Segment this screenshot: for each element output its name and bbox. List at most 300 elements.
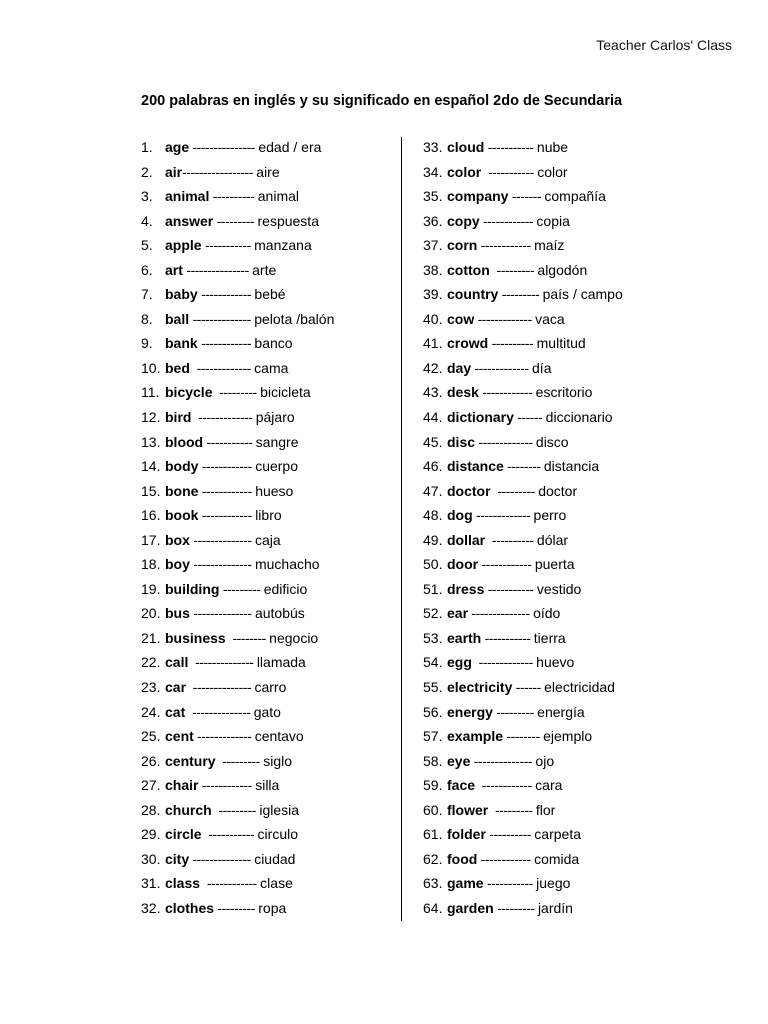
english-word: cow [447, 310, 475, 327]
dash-leader: ------------- [191, 409, 256, 426]
vocab-entry [423, 724, 623, 749]
vocab-entry [423, 405, 623, 430]
entry-number: 16. [141, 507, 161, 524]
entry-number: 35. [423, 188, 443, 205]
vocab-entry [141, 135, 334, 160]
entry-number: 32. [141, 899, 161, 916]
spanish-meaning: carpeta [534, 826, 581, 843]
entry-number: 14. [141, 458, 161, 475]
spanish-meaning: disco [535, 433, 569, 450]
spanish-meaning: caja [254, 531, 281, 548]
dash-leader: ---------- [488, 335, 537, 352]
dash-leader: -------------- [189, 556, 255, 573]
vocab-entry [423, 184, 623, 209]
entry-number: 40. [423, 310, 443, 327]
vocab-entry [423, 430, 623, 455]
entry-number: 10. [141, 359, 161, 376]
vocab-entry [141, 896, 334, 921]
english-word: animal [165, 188, 210, 205]
spanish-meaning: ojo [535, 752, 555, 769]
entry-number: 4. [141, 212, 153, 229]
entry-number: 22. [141, 654, 161, 671]
entry-number: 59. [423, 777, 443, 794]
english-word: color [447, 163, 482, 180]
vocab-entry [423, 798, 623, 823]
vocab-entry [423, 258, 623, 283]
entry-number: 7. [141, 286, 153, 303]
spanish-meaning: dólar [536, 531, 569, 548]
entry-number: 30. [141, 850, 161, 867]
vocab-entry [141, 822, 334, 847]
spanish-meaning: compañía [544, 188, 606, 205]
entry-number: 62. [423, 850, 443, 867]
entry-number: 2. [141, 163, 153, 180]
english-word: door [447, 556, 479, 573]
spanish-meaning: edad / era [258, 139, 322, 155]
english-word: apple [165, 237, 202, 254]
entry-number: 8. [141, 310, 153, 327]
spanish-meaning: escritorio [535, 384, 593, 401]
vocab-entry [141, 675, 334, 700]
spanish-meaning: electricidad [544, 679, 615, 696]
vocab-entry [141, 871, 334, 896]
entry-number: 29. [141, 826, 161, 843]
dash-leader: ------------ [475, 777, 536, 794]
entry-number: 1. [141, 139, 153, 155]
dash-leader: -------- [225, 629, 270, 646]
spanish-meaning: día [532, 359, 552, 376]
spanish-meaning: muchacho [254, 556, 320, 573]
spanish-meaning: cuerpo [255, 458, 298, 475]
dash-leader: ----------- [484, 139, 537, 155]
entry-number: 44. [423, 409, 443, 426]
english-word: car [165, 679, 187, 696]
vocab-entry [423, 749, 623, 774]
dash-leader: -------------- [189, 850, 255, 867]
english-word: earth [447, 629, 482, 646]
dash-leader: ------------ [478, 384, 536, 401]
dash-leader: -------------- [189, 531, 255, 548]
spanish-meaning: tierra [533, 629, 566, 646]
spanish-meaning: jardín [537, 899, 573, 916]
english-word: corn [447, 237, 478, 254]
english-word: cat [165, 703, 186, 720]
english-word: bicycle [165, 384, 213, 401]
spanish-meaning: ropa [258, 899, 287, 916]
spanish-meaning: puerta [534, 556, 575, 573]
entry-number: 38. [423, 261, 443, 278]
vocab-entry [423, 650, 623, 675]
dash-leader: --------- [211, 801, 260, 818]
dash-leader: --------- [212, 384, 261, 401]
spanish-meaning: manzana [254, 237, 312, 254]
vocab-entry [141, 209, 334, 234]
spanish-meaning: animal [257, 188, 300, 205]
dash-leader: ----------- [201, 826, 258, 843]
vocab-entry [423, 307, 623, 332]
english-word: air [165, 163, 183, 180]
spanish-meaning: energía [537, 703, 585, 720]
vocab-entry [141, 626, 334, 651]
entry-number: 51. [423, 580, 443, 597]
english-word: church [165, 801, 212, 818]
dash-leader: --------- [215, 752, 264, 769]
entry-number: 17. [141, 531, 161, 548]
document-title: 200 palabras en inglés y su significado en español 2do de Secundaria [141, 93, 623, 109]
spanish-meaning: copia [536, 212, 570, 229]
spanish-meaning: bicicleta [260, 384, 311, 401]
vocab-entry [141, 160, 334, 185]
english-word: game [447, 875, 484, 892]
dash-leader: -------------- [468, 605, 534, 622]
vocab-entry [141, 552, 334, 577]
vocab-entry [141, 601, 334, 626]
vocab-entry [141, 479, 334, 504]
dash-leader: ------ [512, 679, 545, 696]
vocab-entry [141, 798, 334, 823]
spanish-meaning: pájaro [255, 409, 295, 426]
dash-leader: --------- [488, 801, 536, 818]
spanish-meaning: edificio [263, 580, 308, 597]
dash-leader: ------- [508, 188, 545, 205]
entry-number: 46. [423, 458, 443, 475]
entry-number: 58. [423, 752, 443, 769]
dash-leader: --------- [490, 482, 539, 499]
dash-leader: -------- [503, 728, 544, 745]
spanish-meaning: cara [535, 777, 563, 794]
english-word: desk [447, 384, 479, 401]
dash-leader: ------------ [478, 556, 535, 573]
dash-leader: --------- [214, 899, 259, 916]
dash-leader: ------------ [197, 286, 255, 303]
english-word: electricity [447, 679, 513, 696]
vocab-entry [141, 847, 334, 872]
spanish-meaning: gato [253, 703, 281, 720]
vocab-entry [423, 577, 623, 602]
vocab-entry [141, 528, 334, 553]
spanish-meaning: arte [252, 261, 277, 278]
dash-leader: --------- [219, 580, 264, 597]
dash-leader: --------- [492, 703, 538, 720]
dash-leader: -------------- [186, 679, 255, 696]
english-word: bird [165, 409, 192, 426]
dash-leader: ------------ [477, 237, 535, 254]
dash-leader: ------------- [189, 359, 255, 376]
spanish-meaning: silla [255, 777, 280, 794]
dash-leader: ----------- [481, 163, 538, 180]
entry-number: 18. [141, 556, 161, 573]
entry-number: 56. [423, 703, 443, 720]
vocab-entry [423, 209, 623, 234]
entry-number: 15. [141, 482, 161, 499]
vocab-entry [141, 405, 334, 430]
vocab-entry [423, 552, 623, 577]
dash-leader: --------------- [182, 261, 253, 278]
vocab-entry [141, 233, 334, 258]
english-word: baby [165, 286, 198, 303]
dash-leader: ----------------- [182, 163, 257, 180]
spanish-meaning: ejemplo [543, 728, 593, 745]
dash-leader: -------------- [470, 752, 536, 769]
vocab-entry [141, 258, 334, 283]
vocab-entry [423, 503, 623, 528]
vocab-entry [141, 749, 334, 774]
entry-number: 63. [423, 875, 443, 892]
dash-leader: ------------ [477, 850, 535, 867]
entry-number: 13. [141, 433, 161, 450]
english-word: eye [447, 752, 471, 769]
spanish-meaning: multitud [536, 335, 586, 352]
dash-leader: ------------ [198, 777, 256, 794]
vocab-entry [423, 282, 623, 307]
english-word: doctor [447, 482, 491, 499]
vocab-entry [141, 307, 334, 332]
spanish-meaning: vestido [536, 580, 582, 597]
english-word: energy [447, 703, 493, 720]
dash-leader: ------------- [472, 507, 534, 524]
vocab-entry [423, 135, 623, 160]
dash-leader: --------------- [189, 139, 259, 155]
entry-number: 12. [141, 409, 161, 426]
dash-leader: ----------- [484, 580, 537, 597]
entry-number: 6. [141, 261, 153, 278]
vocab-column-right [423, 135, 623, 921]
english-word: day [447, 359, 472, 376]
english-word: garden [447, 899, 494, 916]
vocab-entry [423, 822, 623, 847]
english-word: distance [447, 458, 504, 475]
english-word: ball [165, 310, 190, 327]
vocab-entry [141, 577, 334, 602]
spanish-meaning: nube [536, 139, 569, 155]
vocab-entry [141, 700, 334, 725]
dash-leader: ------------ [197, 335, 255, 352]
dash-leader: ----------- [203, 433, 256, 450]
dash-leader: ----------- [201, 237, 255, 254]
english-word: cotton [447, 261, 490, 278]
english-word: body [165, 458, 199, 475]
spanish-meaning: color [537, 163, 568, 180]
entry-number: 21. [141, 629, 161, 646]
english-word: country [447, 286, 499, 303]
page-header: Teacher Carlos' Class [596, 37, 732, 53]
entry-number: 19. [141, 580, 161, 597]
spanish-meaning: iglesia [259, 801, 300, 818]
spanish-meaning: algodón [537, 261, 588, 278]
english-word: building [165, 580, 220, 597]
entry-number: 27. [141, 777, 161, 794]
entry-number: 47. [423, 482, 443, 499]
spanish-meaning: comida [534, 850, 580, 867]
spanish-meaning: centavo [254, 728, 304, 745]
dash-leader: --------- [213, 212, 258, 229]
spanish-meaning: diccionario [545, 409, 613, 426]
english-word: age [165, 139, 190, 155]
entry-number: 52. [423, 605, 443, 622]
entry-number: 39. [423, 286, 443, 303]
entry-number: 20. [141, 605, 161, 622]
dash-leader: ---------- [209, 188, 258, 205]
vocab-entry [423, 847, 623, 872]
spanish-meaning: siglo [263, 752, 293, 769]
english-word: dog [447, 507, 473, 524]
spanish-meaning: huevo [536, 654, 575, 671]
english-word: company [447, 188, 509, 205]
dash-leader: --------- [493, 899, 538, 916]
vocab-entry [141, 650, 334, 675]
english-word: dollar [447, 531, 486, 548]
entry-number: 9. [141, 335, 153, 352]
vocab-entry [423, 773, 623, 798]
english-word: face [447, 777, 476, 794]
english-word: cent [165, 728, 194, 745]
vocab-entry [141, 503, 334, 528]
english-word: answer [165, 212, 214, 229]
spanish-meaning: cama [254, 359, 289, 376]
entry-number: 50. [423, 556, 443, 573]
english-word: boy [165, 556, 190, 573]
english-word: circle [165, 826, 202, 843]
english-word: box [165, 531, 190, 548]
entry-number: 24. [141, 703, 161, 720]
column-divider [401, 137, 402, 921]
entry-number: 23. [141, 679, 161, 696]
spanish-meaning: doctor [538, 482, 578, 499]
entry-number: 11. [141, 384, 160, 401]
english-word: bed [165, 359, 190, 376]
english-word: bank [165, 335, 198, 352]
english-word: century [165, 752, 216, 769]
english-word: disc [447, 433, 476, 450]
spanish-meaning: juego [536, 875, 571, 892]
spanish-meaning: clase [260, 875, 293, 892]
dash-leader: ------------- [193, 728, 255, 745]
spanish-meaning: perro [533, 507, 567, 524]
entry-number: 48. [423, 507, 443, 524]
dash-leader: --------- [489, 261, 538, 278]
spanish-meaning: ciudad [254, 850, 296, 867]
spanish-meaning: sangre [255, 433, 299, 450]
entry-number: 61. [423, 826, 443, 843]
dash-leader: ----------- [481, 629, 534, 646]
vocab-entry [141, 454, 334, 479]
entry-number: 26. [141, 752, 161, 769]
dash-leader: ---------- [485, 826, 535, 843]
dash-leader: ------------- [475, 433, 536, 450]
entry-number: 37. [423, 237, 443, 254]
english-word: cloud [447, 139, 485, 155]
dash-leader: ---------- [485, 531, 537, 548]
spanish-meaning: país / campo [542, 286, 623, 303]
entry-number: 54. [423, 654, 443, 671]
entry-number: 41. [423, 335, 443, 352]
vocab-entry [423, 626, 623, 651]
vocab-entry [141, 282, 334, 307]
spanish-meaning: flor [535, 801, 556, 818]
spanish-meaning: pelota /balón [254, 310, 335, 327]
dash-leader: ------------- [471, 359, 533, 376]
entry-number: 33. [423, 139, 443, 155]
entry-number: 45. [423, 433, 443, 450]
vocab-entry [423, 601, 623, 626]
english-word: crowd [447, 335, 489, 352]
english-word: art [165, 261, 183, 278]
vocab-entry [141, 773, 334, 798]
spanish-meaning: maíz [534, 237, 565, 254]
spanish-meaning: aire [256, 163, 280, 180]
english-word: dress [447, 580, 485, 597]
english-word: egg [447, 654, 472, 671]
english-word: business [165, 629, 226, 646]
dash-leader: ------------- [474, 310, 536, 327]
vocab-entry [141, 724, 334, 749]
english-word: bus [165, 605, 190, 622]
entry-number: 31. [141, 875, 161, 892]
dash-leader: -------------- [189, 605, 255, 622]
dash-leader: ------------ [198, 458, 256, 475]
vocab-entry [423, 896, 623, 921]
vocab-entry [423, 380, 623, 405]
entry-number: 25. [141, 728, 161, 745]
entry-number: 28. [141, 801, 161, 818]
vocab-entry [423, 700, 623, 725]
vocab-entry [141, 380, 334, 405]
vocab-entry [423, 454, 623, 479]
vocab-entry [141, 356, 334, 381]
spanish-meaning: distancia [543, 458, 600, 475]
spanish-meaning: circulo [257, 826, 299, 843]
spanish-meaning: carro [254, 679, 287, 696]
english-word: food [447, 850, 478, 867]
entry-number: 5. [141, 237, 153, 254]
dash-leader: ------------ [200, 875, 261, 892]
english-word: flower [447, 801, 489, 818]
vocab-entry [423, 331, 623, 356]
spanish-meaning: negocio [269, 629, 319, 646]
spanish-meaning: respuesta [257, 212, 319, 229]
english-word: ear [447, 605, 469, 622]
spanish-meaning: bebé [254, 286, 286, 303]
dash-leader: --------- [498, 286, 543, 303]
dash-leader: -------- [503, 458, 544, 475]
dash-leader: ------ [513, 409, 546, 426]
english-word: clothes [165, 899, 215, 916]
vocab-entry [141, 430, 334, 455]
entry-number: 34. [423, 163, 443, 180]
dash-leader: ------------- [471, 654, 537, 671]
spanish-meaning: llamada [256, 654, 306, 671]
english-word: bone [165, 482, 199, 499]
vocab-entry [423, 871, 623, 896]
entry-number: 49. [423, 531, 443, 548]
english-word: folder [447, 826, 486, 843]
entry-number: 36. [423, 212, 443, 229]
dash-leader: ----------- [483, 875, 537, 892]
english-word: dictionary [447, 409, 514, 426]
entry-number: 57. [423, 728, 443, 745]
entry-number: 55. [423, 679, 443, 696]
english-word: chair [165, 777, 199, 794]
spanish-meaning: vaca [535, 310, 565, 327]
spanish-meaning: libro [255, 507, 282, 524]
entry-number: 43. [423, 384, 443, 401]
english-word: example [447, 728, 504, 745]
spanish-meaning: autobús [254, 605, 305, 622]
spanish-meaning: banco [254, 335, 293, 352]
spanish-meaning: hueso [255, 482, 294, 499]
vocab-entry [141, 184, 334, 209]
dash-leader: -------------- [188, 654, 257, 671]
